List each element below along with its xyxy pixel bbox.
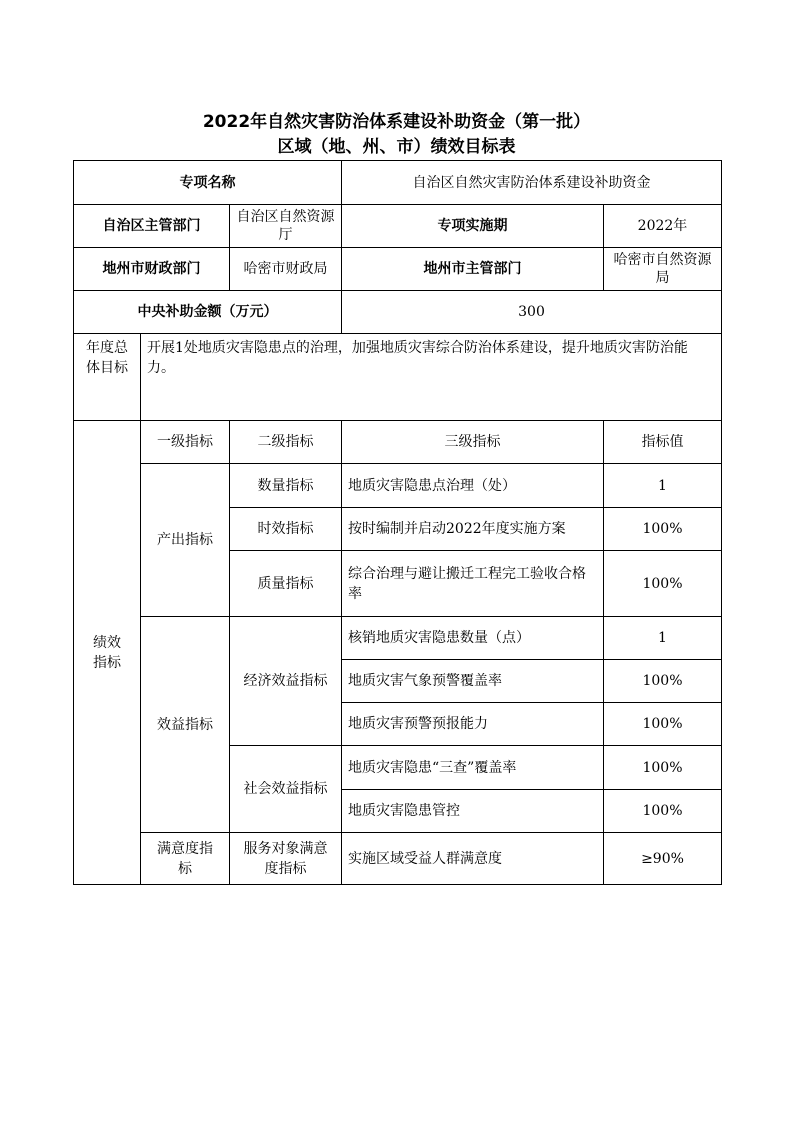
economic-benefit-label: 经济效益指标 [230,617,342,746]
central-subsidy-value: 300 [342,291,722,334]
central-subsidy-label: 中央补助金额（万元） [74,291,342,334]
social-value-1: 100% [604,746,722,790]
finance-dept-value: 哈密市财政局 [230,248,342,291]
finance-dept-label: 地州市财政部门 [74,248,230,291]
supervising-dept-label: 自治区主管部门 [74,205,230,248]
quantity-indicator-value: 1 [604,464,722,508]
project-name-label: 专项名称 [74,161,342,205]
timeliness-indicator-item: 按时编制并启动2022年度实施方案 [342,508,604,551]
annual-goal-label: 年度总体目标 [74,334,141,421]
economic-item-2: 地质灾害气象预警覆盖率 [342,660,604,703]
social-item-2: 地质灾害隐患管控 [342,790,604,833]
economic-item-3: 地质灾害预警预报能力 [342,703,604,746]
satisfaction-sub-label-text: 服务对象满意度指标 [243,840,328,877]
economic-value-3: 100% [604,703,722,746]
economic-value-1: 1 [604,617,722,660]
satisfaction-indicator-label [141,833,230,885]
quality-indicator-label: 质量指标 [230,551,342,617]
quality-indicator-value: 100% [604,551,722,617]
document-title: 2022年自然灾害防治体系建设补助资金（第一批） [202,112,591,132]
implementation-period-value: 2022年 [604,205,722,248]
satisfaction-value: ≥90% [604,833,722,885]
timeliness-indicator-label: 时效指标 [230,508,342,551]
header-level2: 二级指标 [230,421,342,464]
benefit-indicator-label: 效益指标 [141,617,230,833]
supervising-dept-value: 自治区自然资源厅 [230,205,342,248]
local-dept-label: 地州市主管部门 [342,248,604,291]
performance-target-table [73,160,722,885]
annual-goal-text: 开展1处地质灾害隐患点的治理，加强地质灾害综合防治体系建设，提升地质灾害防治能力。 [141,334,722,421]
implementation-period-label: 专项实施期 [342,205,604,248]
document-subtitle: 区域（地、州、市）绩效目标表 [277,137,516,157]
satisfaction-indicator-label-text: 满意度指标 [157,840,213,877]
header-level3: 三级指标 [342,421,604,464]
performance-section-label [74,421,141,885]
quality-indicator-item: 综合治理与避让搬迁工程完工验收合格率 [342,551,604,617]
economic-value-2: 100% [604,660,722,703]
header-value: 指标值 [604,421,722,464]
social-benefit-label: 社会效益指标 [230,746,342,833]
local-dept-value: 哈密市自然资源局 [604,248,722,291]
performance-section-label-text: 绩效指标 [93,634,121,671]
quantity-indicator-label: 数量指标 [230,464,342,508]
project-name-value: 自治区自然灾害防治体系建设补助资金 [342,161,722,205]
header-level1: 一级指标 [141,421,230,464]
satisfaction-sub-label [230,833,342,885]
satisfaction-item: 实施区域受益人群满意度 [342,833,604,885]
output-indicator-label: 产出指标 [141,464,230,617]
social-item-1: 地质灾害隐患“三查”覆盖率 [342,746,604,790]
timeliness-indicator-value: 100% [604,508,722,551]
economic-item-1: 核销地质灾害隐患数量（点） [342,617,604,660]
quantity-indicator-item: 地质灾害隐患点治理（处） [342,464,604,508]
social-value-2: 100% [604,790,722,833]
